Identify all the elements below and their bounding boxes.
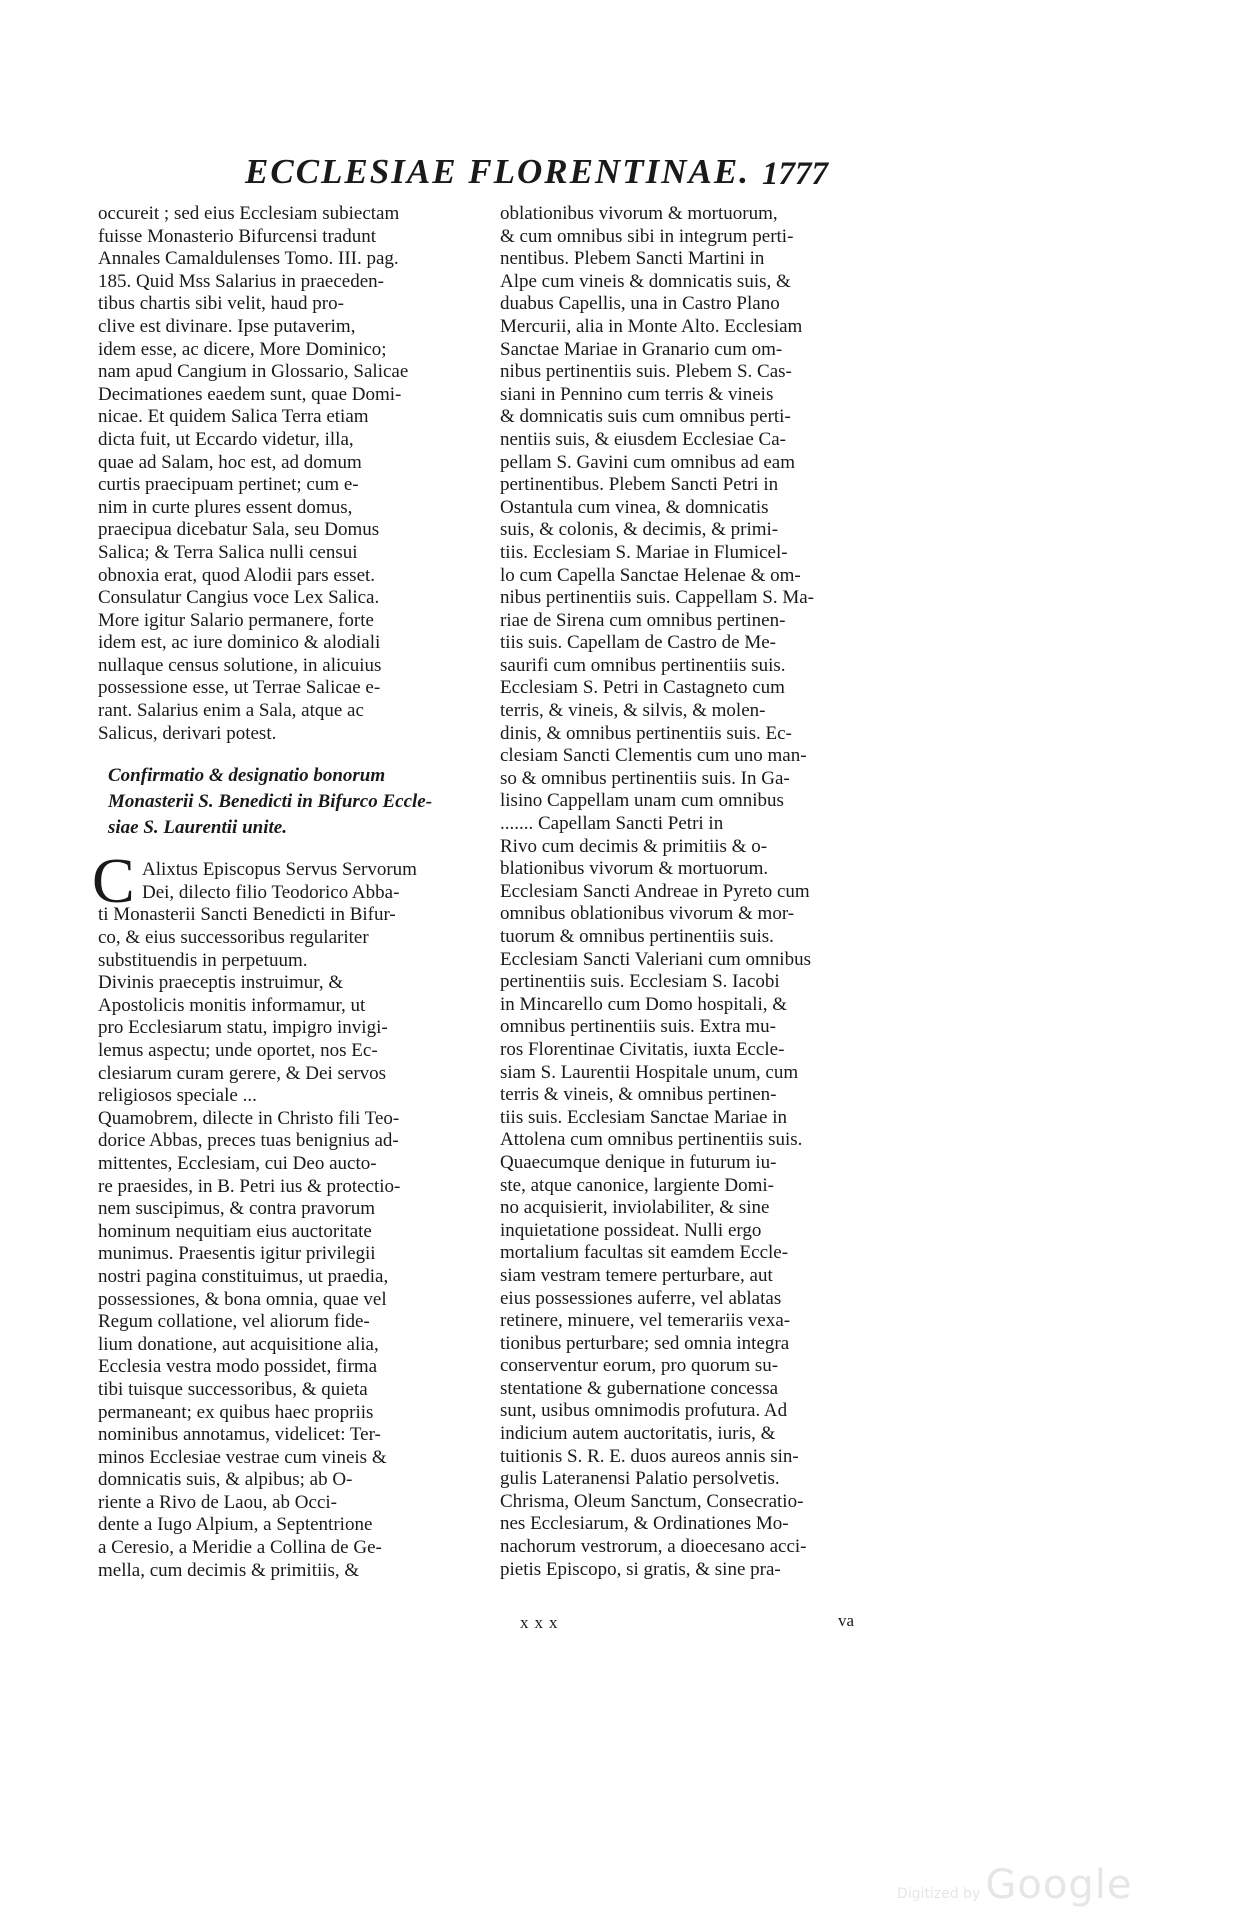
text-line: Salicus, derivari potest. [98,722,277,744]
text-line: saurifi cum omnibus pertinentiis suis. [500,654,786,676]
text-line: pertinentiis suis. Ecclesiam S. Iacobi [500,971,780,993]
right-column [500,203,892,1581]
text-line: sunt, usibus omnimodis profutura. Ad [500,1400,788,1422]
watermark-brand: Google [985,1862,1133,1908]
text-line: ti Monasterii Sancti Benedicti in Bifur- [98,904,396,926]
text-line: Ecclesia vestra modo possidet, firma [98,1356,378,1378]
text-line: Apostolicis monitis informamur, ut [98,994,366,1016]
text-line: religiosos speciale ... [98,1085,257,1107]
text-line: Alixtus Episcopus Servus Servorum [142,859,417,881]
text-line: retinere, minuere, vel temerariis vexa- [500,1310,791,1332]
text-line: Sanctae Mariae in Granario cum om- [500,338,783,360]
text-line: nicae. Et quidem Salica Terra etiam [98,406,369,428]
text-line: terris & vineis, & omnibus pertinen- [500,1084,777,1106]
text-line: nes Ecclesiarum, & Ordinationes Mo- [500,1513,789,1535]
text-line: Salica; & Terra Salica nulli censui [98,541,358,563]
text-line: mittentes, Ecclesiam, cui Deo aucto- [98,1152,377,1174]
digitized-watermark [897,1862,1132,1908]
text-line: Quaecumque denique in futurum iu- [500,1151,777,1173]
text-line: Quamobrem, dilecte in Christo fili Teo- [98,1107,400,1129]
running-title: ECCLESIAE FLORENTINAE. [245,152,750,191]
text-line: dicta fuit, ut Eccardo videtur, illa, [98,428,354,450]
text-line: dorice Abbas, preces tuas benignius ad- [98,1130,399,1152]
text-line: Consulatur Cangius voce Lex Salica. [98,587,380,609]
text-line: nam apud Cangium in Glossario, Salicae [98,361,409,383]
text-line: obnoxia erat, quod Alodii pars esset. [98,564,376,586]
left-column [92,203,488,1582]
text-line: nibus pertinentiis suis. Cappellam S. Ma- [500,587,815,609]
text-line: More igitur Salario permanere, forte [98,609,374,631]
text-line: pro Ecclesiarum statu, impigro invigi- [98,1017,388,1039]
text-line: eius possessiones auferre, vel ablatas [500,1287,782,1309]
text-line: clesiam Sancti Clementis cum uno man- [500,745,807,767]
text-line: & cum omnibus sibi in integrum perti- [500,225,794,247]
text-line: tiis suis. Ecclesiam Sanctae Mariae in [500,1106,788,1128]
text-line: Rivo cum decimis & primitiis & o- [500,835,768,857]
text-line: omnibus oblationibus vivorum & mor- [500,903,795,925]
text-line: quae ad Salam, hoc est, ad domum [98,451,362,473]
right-body-text [500,203,892,1581]
text-line: ros Florentinae Civitatis, iuxta Eccle- [500,1038,785,1060]
text-line: Ecclesiam S. Petri in Castagneto cum [500,677,785,699]
text-line: praecipua dicebatur Sala, seu Domus [98,519,380,541]
text-line: nominibus annotamus, videlicet: Ter- [98,1424,381,1446]
signature-mark: xxx [520,1613,564,1632]
text-line: riae de Sirena cum omnibus pertinen- [500,609,786,631]
text-line: idem esse, ac dicere, More Dominico; [98,338,387,360]
text-line: riente a Rivo de Laou, ab Occi- [98,1491,337,1513]
text-line: nem suscipimus, & contra pravorum [98,1198,376,1220]
charter-heading [98,763,488,841]
text-line: indicium autem auctoritatis, iuris, & [500,1423,776,1445]
text-line: pertinentibus. Plebem Sancti Petri in [500,474,779,496]
text-line: siani in Pennino cum terris & vineis [500,383,774,405]
text-line: siae S. Laurentii unite. [108,817,287,839]
text-line: Alpe cum vineis & domnicatis suis, & [500,270,791,292]
text-line: oblationibus vivorum & mortuorum, [500,203,778,224]
text-line: tiis. Ecclesiam S. Mariae in Flumicel- [500,541,788,563]
text-line: nim in curte plures essent domus, [98,496,353,518]
text-line: occureit ; sed eius Ecclesiam subiectam [98,203,400,224]
text-line: Ecclesiam Sancti Valeriani cum omnibus [500,948,811,970]
text-line: nullaque census solutione, in alicuius [98,654,382,676]
text-line: Attolena cum omnibus pertinentiis suis. [500,1129,803,1151]
text-line: Mercurii, alia in Monte Alto. Ecclesiam [500,315,803,337]
text-line: clive est divinare. Ipse putaverim, [98,315,356,337]
dropcap-lines [98,859,488,904]
text-line: ....... Capellam Sancti Petri in [500,813,724,835]
text-line: Divinis praeceptis instruimur, & [98,972,344,994]
text-line: Ostantula cum vinea, & domnicatis [500,496,769,518]
catchword: va [838,1611,855,1630]
text-line: substituendis in perpetuum. [98,949,308,971]
text-line: clesiarum curam gerere, & Dei servos [98,1062,387,1084]
text-line: dente a Iugo Alpium, a Septentrione [98,1514,373,1536]
text-line: inquietatione possideat. Nulli ergo [500,1219,762,1241]
text-line: Monasterii S. Benedicti in Bifurco Eccle- [108,791,433,813]
text-line: duabus Capellis, una in Castro Plano [500,293,780,315]
text-line: no acquisierit, inviolabiliter, & sine [500,1197,770,1219]
text-line: possessiones, & bona omnia, quae vel [98,1288,387,1310]
text-line: gulis Lateranensi Palatio persolvetis. [500,1468,780,1490]
text-line: Chrisma, Oleum Sanctum, Consecratio- [500,1490,804,1512]
text-line: permaneant; ex quibus haec propriis [98,1401,374,1423]
text-line: tibi tuisque successoribus, & quieta [98,1378,368,1400]
text-line: pellam S. Gavini cum omnibus ad eam [500,451,795,473]
text-line: mella, cum decimis & primitiis, & [98,1559,360,1581]
text-line: terris, & vineis, & silvis, & molen- [500,700,766,722]
spacer [98,841,488,859]
watermark-prefix: Digitized by [897,1886,981,1902]
text-line: a Ceresio, a Meridie a Collina de Ge- [98,1537,382,1559]
text-line: curtis praecipuam pertinet; cum e- [98,474,359,496]
text-line: nentibus. Plebem Sancti Martini in [500,248,765,270]
text-line: munimus. Praesentis igitur privilegii [98,1243,376,1265]
text-line: tibus chartis sibi velit, haud pro- [98,293,344,315]
text-line: co, & eius successoribus regulariter [98,927,369,949]
text-line: nachorum vestrorum, a dioecesano acci- [500,1536,807,1558]
page-number: 1777 [762,156,828,192]
text-line: Regum collatione, vel aliorum fide- [98,1311,370,1333]
text-line: blationibus vivorum & mortuorum. [500,858,769,880]
text-line: lemus aspectu; unde oportet, nos Ec- [98,1040,378,1061]
text-line: tuitionis S. R. E. duos aureos annis sin- [500,1445,799,1467]
spacer [98,745,488,763]
text-line: mortalium facultas sit eamdem Eccle- [500,1242,789,1264]
left-body-text [98,904,488,1582]
text-line: tionibus perturbare; sed omnia integra [500,1332,790,1354]
text-line: in Mincarello cum Domo hospitali, & [500,993,788,1015]
text-line: lo cum Capella Sanctae Helenae & om- [500,564,801,586]
left-top-text [98,203,488,745]
text-line: suis, & colonis, & decimis, & primi- [500,519,779,541]
text-line: tuorum & omnibus pertinentiis suis. [500,926,774,947]
text-line: possessione esse, ut Terrae Salicae e- [98,677,381,699]
text-line: stentatione & gubernatione concessa [500,1377,779,1399]
text-line: so & omnibus pertinentiis suis. In Ga- [500,767,790,789]
text-line: lium donatione, aut acquisitione alia, [98,1333,379,1355]
text-line: domnicatis suis, & alpibus; ab O- [98,1469,353,1491]
text-line: idem est, ac iure dominico & alodiali [98,632,381,654]
text-line: nostri pagina constituimus, ut praedia, [98,1265,389,1287]
running-header [230,152,870,198]
text-line: re praesides, in B. Petri ius & protectio- [98,1175,401,1197]
text-line: nentiis suis, & eiusdem Ecclesiae Ca- [500,428,786,450]
text-line: & domnicatis suis cum omnibus perti- [500,406,791,428]
text-line: hominum nequitiam eius auctoritate [98,1220,372,1242]
text-line: minos Ecclesiae vestrae cum vineis & [98,1446,387,1468]
text-line: siam vestram temere perturbare, aut [500,1264,773,1286]
text-line: Annales Camaldulenses Tomo. III. pag. [98,248,399,270]
text-line: Confirmatio & designatio bonorum [108,765,386,787]
text-line: ste, atque canonice, largiente Domi- [500,1174,774,1196]
text-line: conserventur eorum, pro quorum su- [500,1355,779,1377]
text-line: dinis, & omnibus pertinentiis suis. Ec- [500,722,792,744]
text-line: nibus pertinentiis suis. Plebem S. Cas- [500,361,792,383]
text-line: Dei, dilecto filio Teodorico Abba- [142,881,400,903]
text-line: lisino Cappellam unam cum omnibus [500,790,784,812]
text-line: rant. Salarius enim a Sala, atque ac [98,700,364,722]
drop-cap: C [92,845,135,917]
text-line: pietis Episcopo, si gratis, & sine pra- [500,1558,781,1580]
text-line: omnibus pertinentiis suis. Extra mu- [500,1016,777,1038]
text-line: fuisse Monasterio Bifurcensi tradunt [98,225,377,247]
text-line: Ecclesiam Sancti Andreae in Pyreto cum [500,880,810,902]
text-line: siam S. Laurentii Hospitale unum, cum [500,1061,799,1083]
text-line: 185. Quid Mss Salarius in praeceden- [98,270,384,292]
text-line: Decimationes eaedem sunt, quae Domi- [98,383,402,405]
text-line: tiis suis. Capellam de Castro de Me- [500,632,776,654]
